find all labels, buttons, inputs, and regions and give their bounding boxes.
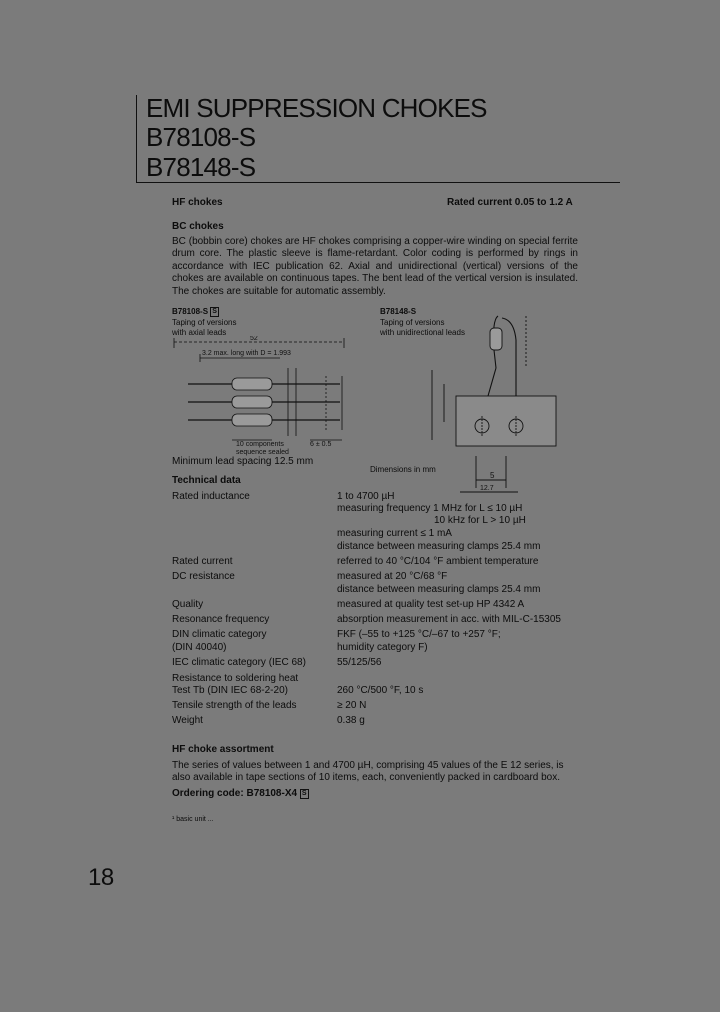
fig-left-pitch: 6 ± 0.5 [310,441,332,448]
fig-left-components: 10 components [236,441,284,448]
tech-value-meas-current: measuring current ≤ 1 mA [337,528,452,539]
fig-left-dim-note: 3.2 max. long with D = 1.993 [202,350,291,357]
fig-right-caption-2: with unidirectional leads [380,328,465,337]
tech-label-din-climatic: DIN climatic category [172,629,267,640]
unidirectional-taping-diagram [418,310,558,496]
tech-label-rated-inductance: Rated inductance [172,491,250,502]
fig-left-code [172,307,219,317]
tech-label-tensile: Tensile strength of the leads [172,700,297,711]
bc-heading: BC chokes [172,221,224,232]
rated-current-range: Rated current 0.05 to 1.2 A [447,197,573,208]
ordering-code-box: S [301,790,307,797]
ordering-code-label: Ordering code: [172,788,244,799]
tech-value-test-tb: 260 °C/500 °F, 10 s [337,685,424,696]
tech-label-resonance: Resonance frequency [172,614,270,625]
title-rule-vertical [136,95,137,183]
fig-left-caption-2: with axial leads [172,328,227,337]
fig-left-box: S [212,308,217,315]
tech-label-weight: Weight [172,715,203,726]
tech-value-rated-current: referred to 40 °C/104 °F ambient temperature [337,556,539,567]
tech-value-dc-resistance: measured at 20 °C/68 °F [337,571,448,582]
fig-left-caption-1: Taping of versions [172,318,237,327]
fig-left-code-text: B78108-S [172,307,209,316]
fig-right-note: Dimensions in mm [370,465,436,474]
min-lead-spacing: Minimum lead spacing 12.5 mm [172,456,314,467]
tech-value-iec-climatic: 55/125/56 [337,657,382,668]
ordering-code-line [172,788,309,799]
tech-value-clamp-distance-2: distance between measuring clamps 25.4 mm [337,584,541,595]
tech-label-iec-climatic: IEC climatic category (IEC 68) [172,657,306,668]
tech-value-tensile: ≥ 20 N [337,700,367,711]
title-line-2: B78108-S [146,122,256,152]
tech-label-rated-current: Rated current [172,556,233,567]
footnote: ¹ basic unit ... [172,816,214,823]
bc-paragraph: BC (bobbin core) chokes are HF chokes comprising a copper-wire winding on special ferrite drum core. The plastic sleeve is flame-retardant. Color coding is performed by rings in accordance with IEC publication 62. Axial and unidirectional (vertical) versions of the chokes are available on continuous tapes. The bent lead of the vertical version is insulated. The chokes are suitable for automatic assembly. [172,236,578,297]
tech-value-humidity: humidity category F) [337,642,428,653]
title-line-1: EMI SUPPRESSION CHOKES [146,93,487,123]
fig-right-code: B78148-S [380,307,417,316]
tech-heading: Technical data [172,475,241,486]
fig-left-dim-total: 52 [250,336,258,342]
fig-right-width: 12.7 [480,485,494,492]
tech-label-soldering-heat: Resistance to soldering heat [172,673,299,684]
assortment-paragraph: The series of values between 1 and 4700 µH, comprising 45 values of the E 12 series, is also available in tape sections of 10 items, each, conveniently packed in cardboard box. [172,760,564,784]
tech-label-din-40040: (DIN 40040) [172,642,227,653]
title-line-3: B78148-S [146,152,256,182]
title-rule-horizontal [136,182,620,183]
tech-value-quality: measured at quality test set-up HP 4342 A [337,599,525,610]
tech-label-dc-resistance: DC resistance [172,571,235,582]
tech-label-test-tb: Test Tb (DIN IEC 68-2-20) [172,685,288,696]
fig-right-pitch: 5 [490,471,495,480]
tech-value-rated-inductance: 1 to 4700 µH [337,491,395,502]
ordering-code-value: B78108-X4 [246,788,298,799]
tech-value-meas-freq-2: 10 kHz for L > 10 µH [434,515,526,526]
axial-taping-diagram [170,336,350,458]
assortment-heading: HF choke assortment [172,744,274,755]
page-number: 18 [88,864,114,891]
tech-value-weight: 0.38 g [337,715,365,726]
tech-value-meas-freq-1: measuring frequency 1 MHz for L ≤ 10 µH [337,503,523,514]
tech-value-clamp-distance-1: distance between measuring clamps 25.4 mm [337,541,541,552]
tech-value-din-climatic: FKF (–55 to +125 °C/–67 to +257 °F; [337,629,501,640]
fig-right-caption-1: Taping of versions [380,318,445,327]
section-title: HF chokes [172,197,223,208]
fig-left-sequence: sequence sealed [236,449,289,456]
tech-label-quality: Quality [172,599,204,610]
tech-value-resonance: absorption measurement in acc. with MIL-C-15305 [337,614,561,625]
